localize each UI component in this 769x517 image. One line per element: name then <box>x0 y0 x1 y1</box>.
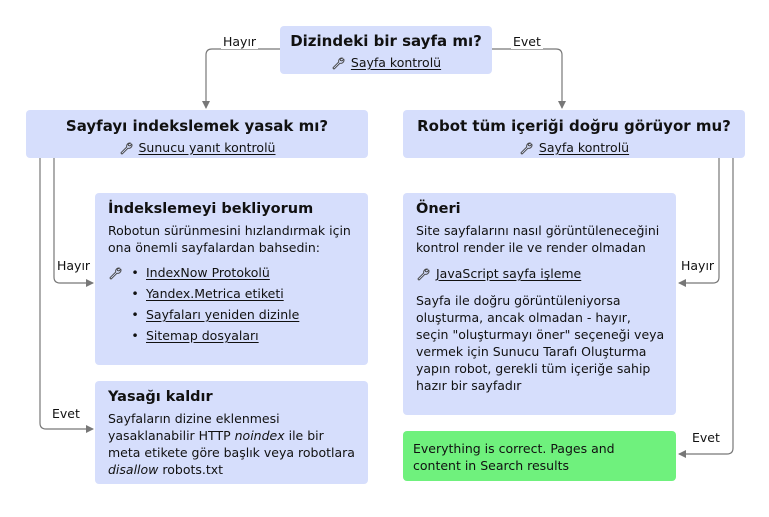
top-question-title: Dizindeki bir sayfa mı? <box>290 32 482 50</box>
waiting-box <box>95 193 368 365</box>
list-item[interactable] <box>108 304 356 325</box>
left-question-box <box>26 110 368 158</box>
correct-box <box>403 431 676 481</box>
wrench-icon <box>331 56 345 70</box>
suggestion-box <box>403 193 676 415</box>
right-question-tool-label: Sayfa kontrolü <box>538 140 630 155</box>
remove-ban-box <box>95 381 368 484</box>
top-question-box <box>280 26 492 74</box>
remove-ban-title: Yasağı kaldır <box>108 389 213 405</box>
edge-left-yes <box>40 158 93 429</box>
wrench-icon <box>416 267 430 281</box>
right-question-box <box>403 110 745 158</box>
list-item-label: Yandex.Metrica etiketi <box>146 286 284 301</box>
list-item[interactable] <box>108 262 356 283</box>
remove-ban-text: Sayfaların dizine eklenmesi yasaklanabilir HTTP noindex ile bir meta etikete göre başlık veya robotlara disallow robots.txt <box>108 411 355 477</box>
suggestion-tool-label: JavaScript sayfa işleme <box>436 266 582 281</box>
suggestion-title: Öneri <box>416 201 461 217</box>
edge-label-right-no: Hayır <box>681 258 715 273</box>
list-item[interactable] <box>108 283 356 304</box>
waiting-text: Robotun sürünmesini hızlandırmak için ona önemli sayfalardan bahsedin: <box>108 223 351 255</box>
list-item-label: Sayfaları yeniden dizinle <box>146 307 300 322</box>
left-question-tool-link[interactable] <box>26 140 368 155</box>
waiting-link-list <box>108 262 356 346</box>
edge-label-right-yes: Evet <box>692 430 720 445</box>
bullet-icon: • <box>131 307 139 322</box>
right-question-tool-link[interactable] <box>403 140 745 155</box>
bullet-icon: • <box>131 328 139 343</box>
wrench-icon <box>519 141 533 155</box>
left-question-title: Sayfayı indekslemek yasak mı? <box>65 117 329 135</box>
edge-label-left-no: Hayır <box>57 258 91 273</box>
list-item-label: IndexNow Protokolü <box>146 265 270 280</box>
edge-top-yes <box>492 49 562 108</box>
list-item[interactable] <box>108 325 356 346</box>
wrench-icon <box>108 266 122 280</box>
suggestion-tool-link[interactable] <box>416 266 666 281</box>
suggestion-text-2: Sayfa ile doğru görüntüleniyorsa oluşturma, ancak olmadan - hayır, seçin "oluşturmayı öner" seçeneği veya vermek için Sunucu Tarafı Oluşturma yapın robot, gerekli tüm içeriğe sahip hazır bir sayfadır <box>416 293 665 393</box>
wrench-icon <box>119 141 133 155</box>
suggestion-text-1: Site sayfalarını nasıl görüntüleneceğini kontrol render ile ve render olmadan <box>416 223 660 255</box>
edge-right-yes <box>679 158 733 454</box>
edge-label-left-yes: Evet <box>52 406 80 421</box>
left-question-tool-label: Sunucu yanıt kontrolü <box>138 140 276 155</box>
top-question-tool-label: Sayfa kontrolü <box>350 55 442 70</box>
waiting-title: İndekslemeyi bekliyorum <box>108 201 314 217</box>
bullet-icon: • <box>131 286 139 301</box>
list-item-label: Sitemap dosyaları <box>146 328 259 343</box>
edge-label-top-no: Hayır <box>223 34 257 49</box>
edge-top-no <box>206 49 280 108</box>
right-question-title: Robot tüm içeriği doğru görüyor mu? <box>417 117 731 135</box>
edge-label-top-yes: Evet <box>513 34 541 49</box>
top-question-tool-link[interactable] <box>280 55 492 70</box>
bullet-icon: • <box>131 265 139 280</box>
correct-text: Everything is correct. Pages and content in Search results <box>413 441 615 473</box>
